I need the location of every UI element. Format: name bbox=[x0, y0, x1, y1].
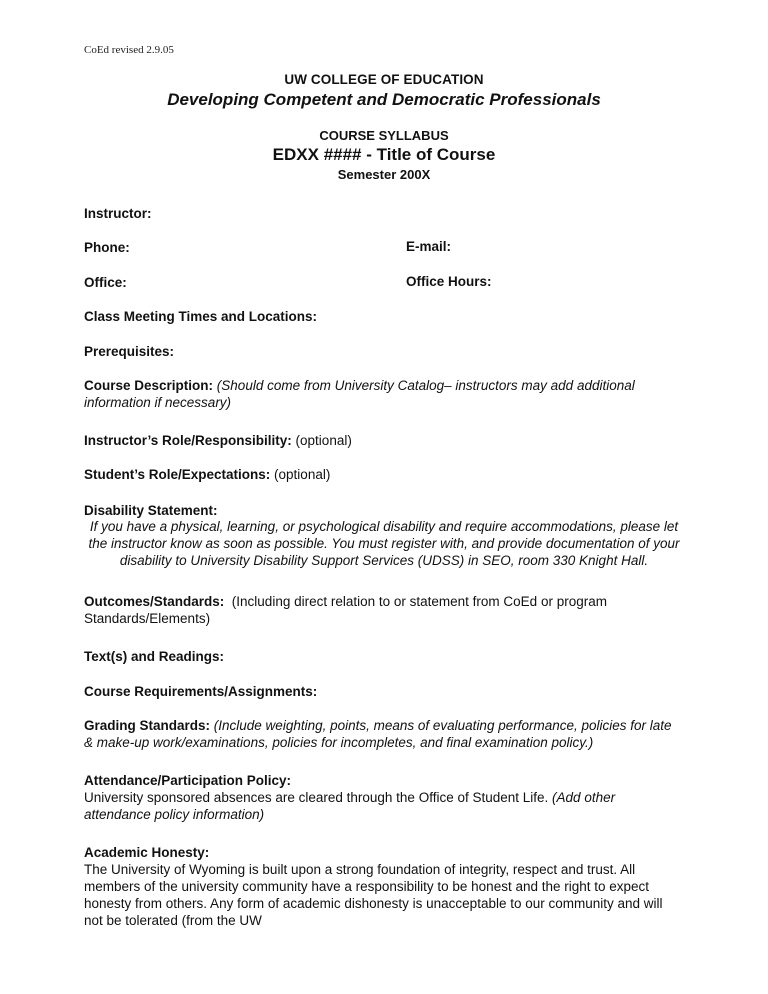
student-role bbox=[84, 466, 684, 483]
course-description bbox=[84, 377, 684, 411]
college-motto: Developing Competent and Democratic Professionals bbox=[167, 90, 601, 109]
outcomes-label: Outcomes/Standards: bbox=[84, 594, 225, 609]
attendance-label: Attendance/Participation Policy: bbox=[84, 773, 292, 788]
prerequisites-label: Prerequisites: bbox=[84, 344, 175, 359]
grading-standards bbox=[84, 717, 684, 751]
attendance-note: (Add other attendance policy information) bbox=[84, 790, 616, 822]
college-name: UW COLLEGE OF EDUCATION bbox=[284, 72, 484, 87]
grading-standards-label: Grading Standards: bbox=[84, 718, 211, 733]
instructor-role bbox=[84, 432, 684, 449]
instructor-role-label: Instructor’s Role/Responsibility: bbox=[84, 433, 292, 448]
course-title: EDXX #### - Title of Course bbox=[272, 145, 496, 164]
class-meeting-label: Class Meeting Times and Locations: bbox=[84, 309, 318, 324]
student-role-note: (optional) bbox=[274, 467, 331, 482]
semester: Semester 200X bbox=[337, 167, 431, 182]
student-role-label: Student’s Role/Expectations: bbox=[84, 467, 271, 482]
course-description-note: (Should come from University Catalog– instructors may add additional information if necessary) bbox=[84, 378, 635, 410]
attendance-policy bbox=[84, 789, 684, 823]
instructor-label: Instructor: bbox=[84, 206, 152, 221]
outcomes bbox=[84, 593, 684, 627]
attendance-text: University sponsored absences are cleared through the Office of Student Life. bbox=[84, 790, 549, 805]
revision-note: CoEd revised 2.9.05 bbox=[84, 44, 174, 56]
outcomes-note: (Including direct relation to or statement from CoEd or program Standards/Elements) bbox=[84, 594, 607, 626]
grading-standards-note: (Include weighting, points, means of evaluating performance, policies for late & make-up work/examinations, policies for incompletes, and final examination policy.) bbox=[84, 718, 672, 750]
academic-honesty-label: Academic Honesty: bbox=[84, 845, 210, 860]
office-hours-label: Office Hours: bbox=[406, 274, 492, 289]
texts-readings-label: Text(s) and Readings: bbox=[84, 649, 225, 664]
instructor-role-note: (optional) bbox=[295, 433, 352, 448]
course-description-label: Course Description: bbox=[84, 378, 214, 393]
email-label: E-mail: bbox=[406, 239, 452, 254]
phone-label: Phone: bbox=[84, 240, 130, 255]
course-requirements-label: Course Requirements/Assignments: bbox=[84, 684, 318, 699]
syllabus-label: COURSE SYLLABUS bbox=[319, 128, 449, 143]
academic-honesty-text: The University of Wyoming is built upon a strong foundation of integrity, respect and trust. All members of the university community have a responsibility to be honest and the right to expect honesty from others. Any form of academic dishonesty is unacceptable to our community and will not be tolerated (from the UW bbox=[84, 862, 663, 928]
office-label: Office: bbox=[84, 275, 127, 290]
disability-statement: If you have a physical, learning, or psychological disability and require accommodations, please let the instructor know as soon as possible. You must register with, and provide documentation of your disability to University Disability Support Services (UDSS) in SEO, room 330 Knight Hall. bbox=[88, 519, 680, 568]
disability-label: Disability Statement: bbox=[84, 503, 218, 518]
